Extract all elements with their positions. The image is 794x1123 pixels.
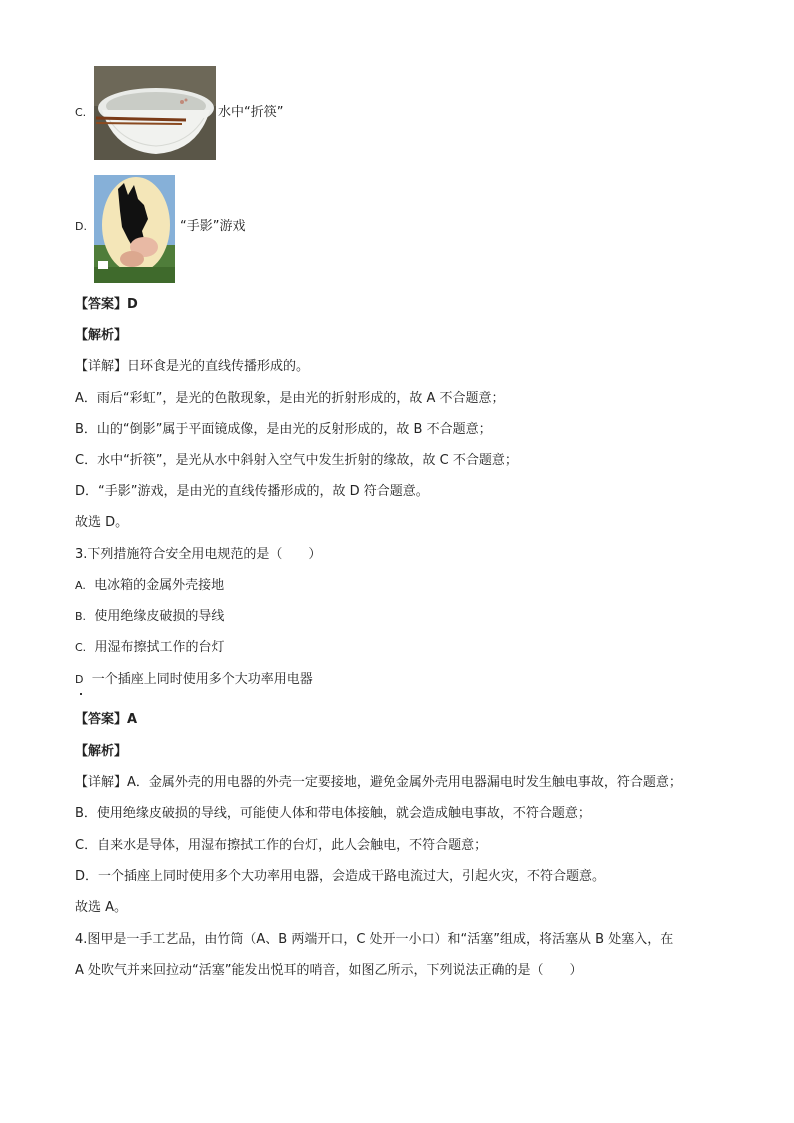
q2-detail: 【详解】日环食是光的直线传播形成的。 [75,359,310,374]
stray-dot [80,693,82,695]
q4-stem-line2: A 处吹气并来回拉动“活塞”能发出悦耳的哨音，如图乙所示，下列说法正确的是（ ） [75,963,583,978]
q3-answer [75,711,137,729]
q2-item-a: A．雨后“彩虹”，是光的色散现象，是由光的折射形成的，故 A 不合题意； [75,391,505,406]
q3-item-a: 【详解】A．金属外壳的用电器的外壳一定要接地，避免金属外壳用电器漏电时发生触电事故，符合题意； [75,775,682,790]
q3-analysis-label: 【解析】 [75,744,128,759]
q2-answer [75,296,138,314]
q3-stem: 3.下列措施符合安全用电规范的是（ ） [75,547,322,562]
hand-shadow-photo [94,175,175,283]
q2-item-b: B．山的“倒影”属于平面镜成像，是由光的反射形成的，故 B 不合题意； [75,422,492,437]
q2-analysis-label: 【解析】 [75,328,128,343]
q3-item-b: B．使用绝缘皮破损的导线，可能使人体和带电体接触，就会造成触电事故，不符合题意； [75,806,591,821]
bowl-chopsticks-photo [94,66,216,160]
q3-item-d: D．一个插座上同时使用多个大功率用电器，会造成干路电流过大，引起火灾，不符合题意。 [75,869,606,884]
answer-value: A [127,712,138,727]
option-c-caption: 水中“折筷” [218,105,284,120]
answer-label: 【答案】 [75,297,128,312]
option-d-letter: D. [75,220,87,233]
option-d-caption: “手影”游戏 [180,219,246,234]
q3-option-a [75,577,224,595]
q3-option-d [75,671,313,689]
option-c-letter: C. [75,106,87,119]
option-text: 一个插座上同时使用多个大功率用电器 [91,672,313,687]
option-text: 用湿布擦拭工作的台灯 [94,640,225,655]
q2-item-c: C．水中“折筷”，是光从水中斜射入空气中发生折射的缘故，故 C 不合题意； [75,453,518,468]
option-text: 使用绝缘皮破损的导线 [94,609,225,624]
answer-value: D [127,297,138,312]
q2-conclusion: 故选 D。 [75,515,129,530]
option-letter: C. [75,641,87,654]
option-letter: B. [75,610,87,623]
option-letter: A. [75,579,86,592]
answer-label: 【答案】 [75,712,128,727]
option-text: 电冰箱的金属外壳接地 [94,578,225,593]
q3-option-b [75,608,224,626]
q3-conclusion: 故选 A。 [75,900,128,915]
q3-option-c [75,639,224,657]
q2-item-d: D．“手影”游戏，是由光的直线传播形成的，故 D 符合题意。 [75,484,429,499]
q4-stem-line1: 4.图甲是一手工艺品，由竹筒（A、B 两端开口，C 处开一小口）和“活塞”组成，将活塞从 B 处塞入，在 [75,932,674,947]
option-letter: D [75,673,84,686]
q3-item-c: C．自来水是导体，用湿布擦拭工作的台灯，此人会触电，不符合题意； [75,838,488,853]
